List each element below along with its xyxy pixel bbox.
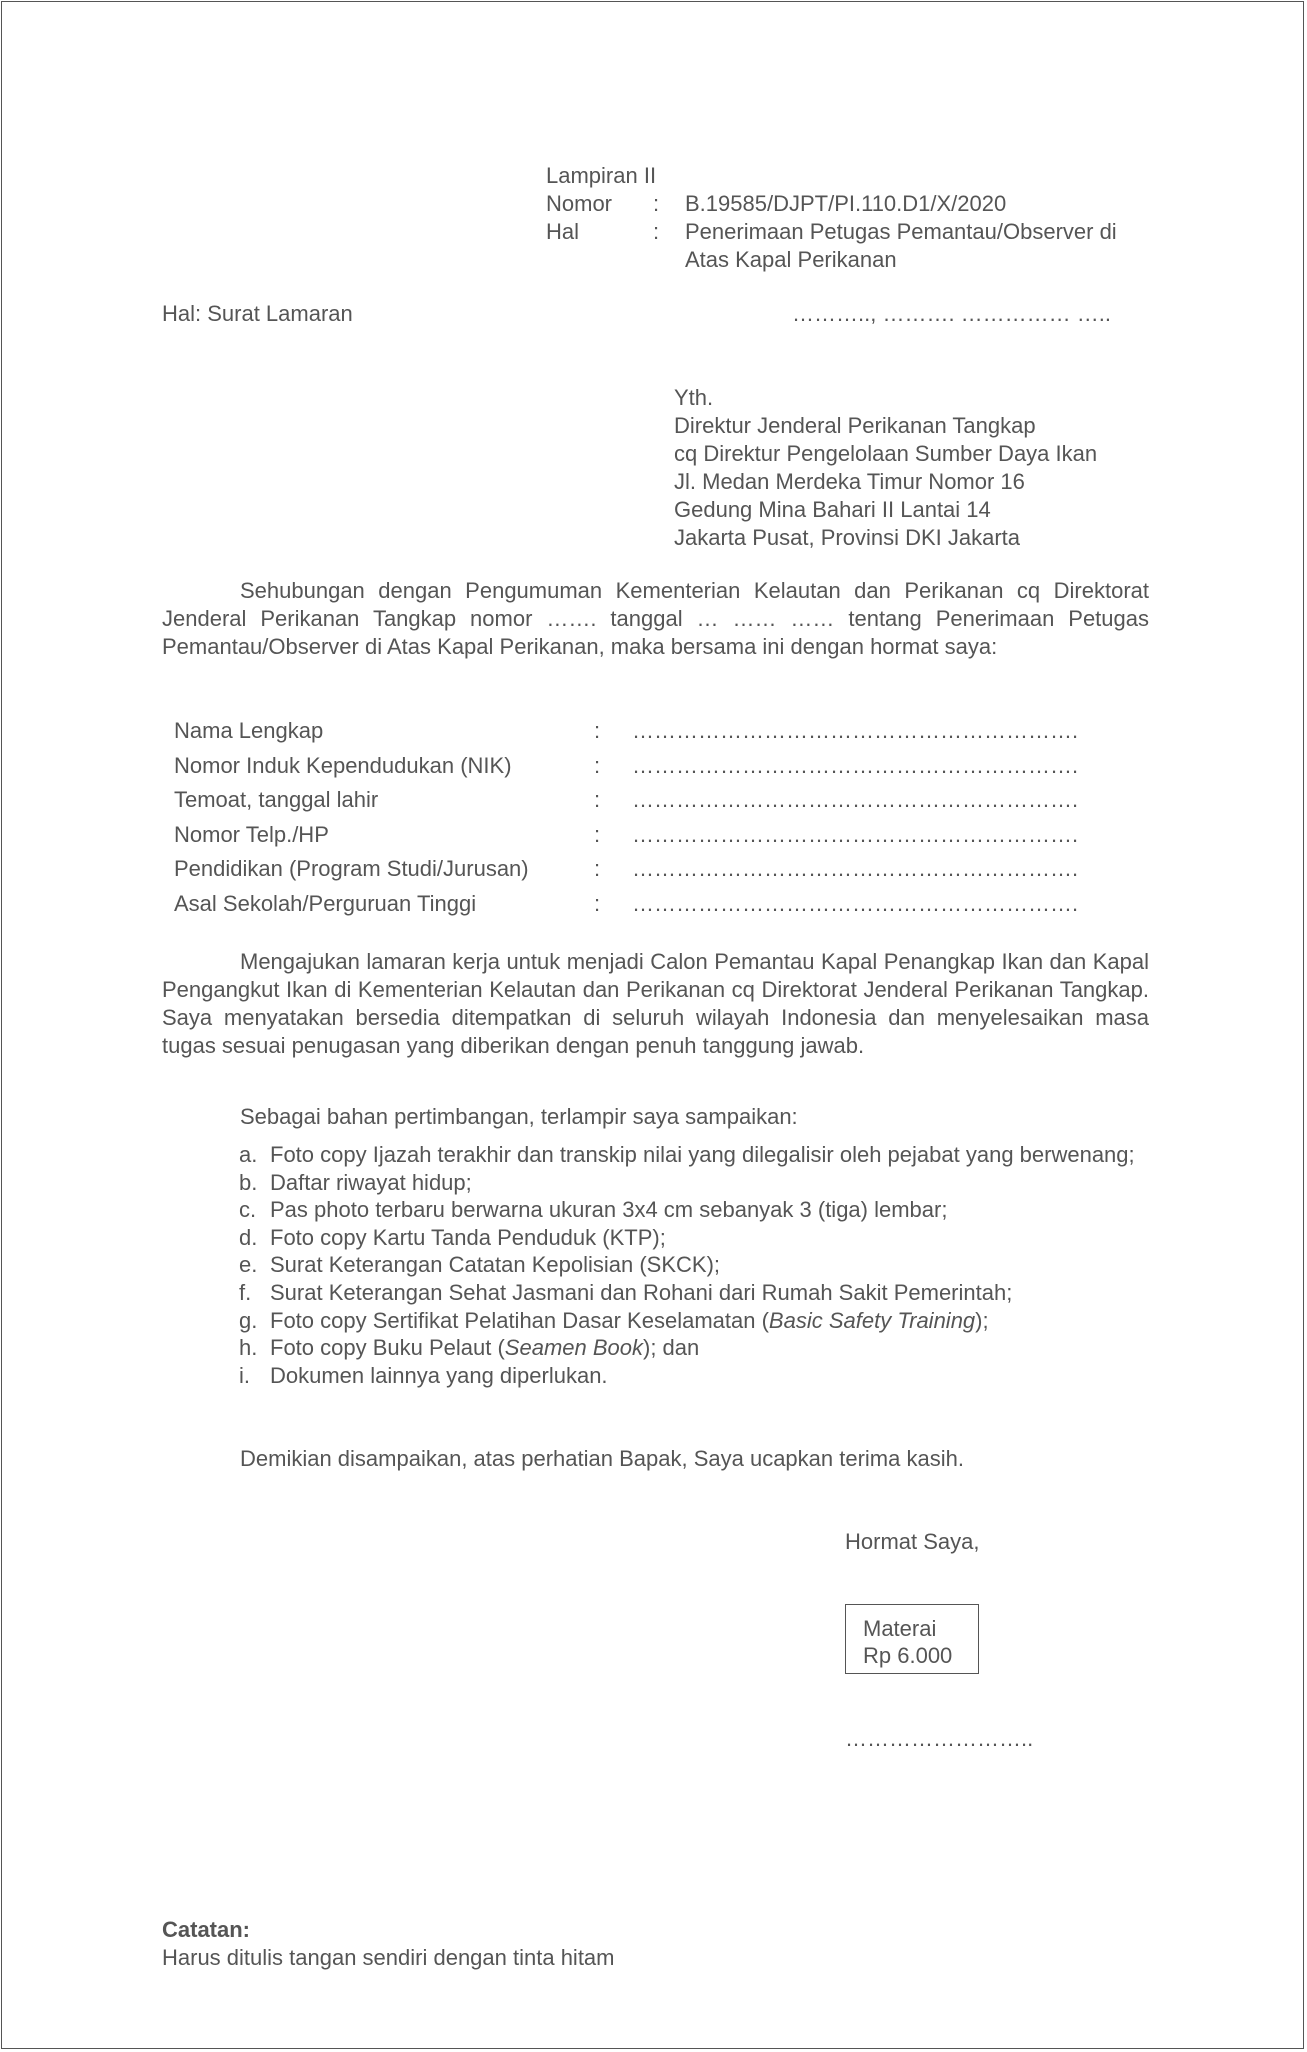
form-colon: : — [594, 718, 601, 743]
note-text: Harus ditulis tangan sendiri dengan tinta hitam — [162, 1945, 615, 1970]
form-blank: ……………………………………………………. — [632, 752, 1079, 778]
list-item — [239, 1169, 1149, 1197]
list-item — [239, 1224, 1149, 1252]
list-item — [239, 1279, 1149, 1307]
list-text-part: Dokumen lainnya yang diperlukan. — [270, 1362, 608, 1388]
list-item — [239, 1196, 1149, 1224]
list-text-part: Pas photo terbaru berwarna ukuran 3x4 cm sebanyak 3 (tiga) lembar; — [270, 1197, 948, 1223]
stamp-line: Materai — [863, 1616, 937, 1641]
form-colon: : — [594, 856, 601, 881]
address-line: Yth. — [674, 385, 714, 410]
address-line: Gedung Mina Bahari II Lantai 14 — [674, 497, 991, 522]
list-marker: g. — [239, 1307, 258, 1333]
header-row-hal — [546, 218, 1166, 274]
list-text — [270, 1224, 1149, 1252]
list-text — [270, 1169, 1149, 1197]
list-text — [270, 1251, 1149, 1279]
attachments-lead: Sebagai bahan pertimbangan, terlampir saya sampaikan: — [240, 1104, 798, 1129]
letter-page — [1, 1, 1304, 2049]
form-label: Nomor Telp./HP — [174, 821, 329, 847]
attachments-list — [239, 1141, 1149, 1389]
place-date-line: ……….., ………. …………… ….. — [792, 301, 1112, 326]
signature-name-line: …………………….. — [845, 1726, 1034, 1751]
list-text-italic: Seamen Book — [504, 1335, 643, 1361]
intro-paragraph: Sehubungan dengan Pengumuman Kementerian Kelautan dan Perikanan cq Direktorat Jenderal Perikanan Tangkap nomor ……. tanggal … …… …… tentang Penerimaan Petugas Pemantau/Observer di Atas Kapal Perikanan, maka bersama ini dengan hormat saya: — [162, 578, 1149, 659]
letter-subject: Hal: Surat Lamaran — [162, 301, 353, 326]
list-text — [270, 1141, 1149, 1169]
note-title: Catatan: — [162, 1917, 251, 1942]
regards: Hormat Saya, — [845, 1529, 980, 1554]
list-text-part: Foto copy Buku Pelaut ( — [270, 1335, 505, 1361]
header-colon: : — [653, 191, 660, 216]
applicant-form — [174, 714, 1154, 921]
list-marker: h. — [239, 1335, 258, 1361]
list-item — [239, 1362, 1149, 1390]
form-row — [174, 852, 1154, 887]
application-paragraph: Mengajukan lamaran kerja untuk menjadi Calon Pemantau Kapal Penangkap Ikan dan Kapal Pengangkut Ikan di Kementerian Kelautan dan Perikanan cq Direktorat Jenderal Perikanan Tangkap. Saya menyatakan bersedia ditempatkan di seluruh wilayah Indonesia dan menyelesaikan masa tugas sesuai penugasan yang diberikan dengan penuh tanggung jawab. — [162, 949, 1149, 1058]
list-text-part: ); — [975, 1307, 989, 1333]
form-row — [174, 714, 1154, 749]
form-blank: ……………………………………………………. — [632, 821, 1079, 847]
form-blank: ……………………………………………………. — [632, 856, 1079, 881]
form-label: Pendidikan (Program Studi/Jurusan) — [174, 856, 529, 881]
stamp-line: Rp 6.000 — [863, 1643, 953, 1668]
form-row — [174, 887, 1154, 922]
header-colon: : — [653, 219, 660, 244]
list-text — [270, 1362, 1149, 1390]
header-value: Penerimaan Petugas Pemantau/Observer di Atas Kapal Perikanan — [685, 219, 1117, 272]
list-text-part: Foto copy Ijazah terakhir dan transkip nilai yang dilegalisir oleh pejabat yang berwenang; — [270, 1142, 1135, 1167]
form-colon: : — [594, 890, 601, 916]
form-blank: ……………………………………………………. — [632, 890, 1079, 916]
list-item — [239, 1251, 1149, 1279]
list-text-part: ); dan — [643, 1335, 700, 1361]
recipient-address — [674, 384, 1097, 552]
list-marker: i. — [239, 1362, 250, 1388]
list-text-part: Surat Keterangan Sehat Jasmani dan Rohani dari Rumah Sakit Pemerintah; — [270, 1279, 1013, 1305]
form-colon: : — [594, 752, 601, 778]
list-item — [239, 1334, 1149, 1362]
list-text — [270, 1307, 1149, 1335]
form-colon: : — [594, 821, 601, 847]
list-marker: f. — [239, 1279, 252, 1305]
list-text-part: Foto copy Sertifikat Pelatihan Dasar Keselamatan ( — [270, 1307, 769, 1333]
form-label: Asal Sekolah/Perguruan Tinggi — [174, 890, 477, 916]
list-text — [270, 1279, 1149, 1307]
list-text-part: Daftar riwayat hidup; — [270, 1169, 472, 1195]
stamp-duty-box — [845, 1604, 979, 1674]
list-text — [270, 1196, 1149, 1224]
form-blank: ……………………………………………………. — [632, 718, 1079, 743]
form-label: Nomor Induk Kependudukan (NIK) — [174, 752, 512, 778]
address-line: Jl. Medan Merdeka Timur Nomor 16 — [674, 469, 1025, 494]
form-row — [174, 783, 1154, 818]
header-key: Nomor — [546, 191, 613, 216]
form-label: Temoat, tanggal lahir — [174, 787, 379, 812]
list-text-part: Surat Keterangan Catatan Kepolisian (SKCK); — [270, 1252, 721, 1278]
attachment-header — [546, 162, 1166, 274]
list-text-part: Foto copy Kartu Tanda Penduduk (KTP); — [270, 1224, 666, 1250]
list-marker: a. — [239, 1142, 258, 1167]
list-marker: d. — [239, 1224, 258, 1250]
form-label: Nama Lengkap — [174, 718, 324, 743]
form-row — [174, 749, 1154, 784]
closing-sentence: Demikian disampaikan, atas perhatian Bapak, Saya ucapkan terima kasih. — [240, 1446, 964, 1471]
address-line: Direktur Jenderal Perikanan Tangkap — [674, 413, 1036, 438]
list-marker: b. — [239, 1169, 258, 1195]
list-marker: e. — [239, 1252, 258, 1278]
list-text — [270, 1334, 1149, 1362]
form-row — [174, 818, 1154, 853]
list-text-italic: Basic Safety Training — [768, 1307, 976, 1333]
list-marker: c. — [239, 1197, 257, 1223]
header-row-nomor — [546, 190, 1166, 218]
attachment-label: Lampiran II — [546, 163, 657, 188]
form-colon: : — [594, 787, 601, 812]
form-blank: ……………………………………………………. — [632, 787, 1079, 812]
address-line: cq Direktur Pengelolaan Sumber Daya Ikan — [674, 441, 1098, 466]
list-item — [239, 1307, 1149, 1335]
header-key: Hal — [546, 219, 580, 244]
address-line: Jakarta Pusat, Provinsi DKI Jakarta — [674, 525, 1021, 550]
header-value: B.19585/DJPT/PI.110.D1/X/2020 — [685, 191, 1007, 216]
list-item — [239, 1141, 1149, 1169]
